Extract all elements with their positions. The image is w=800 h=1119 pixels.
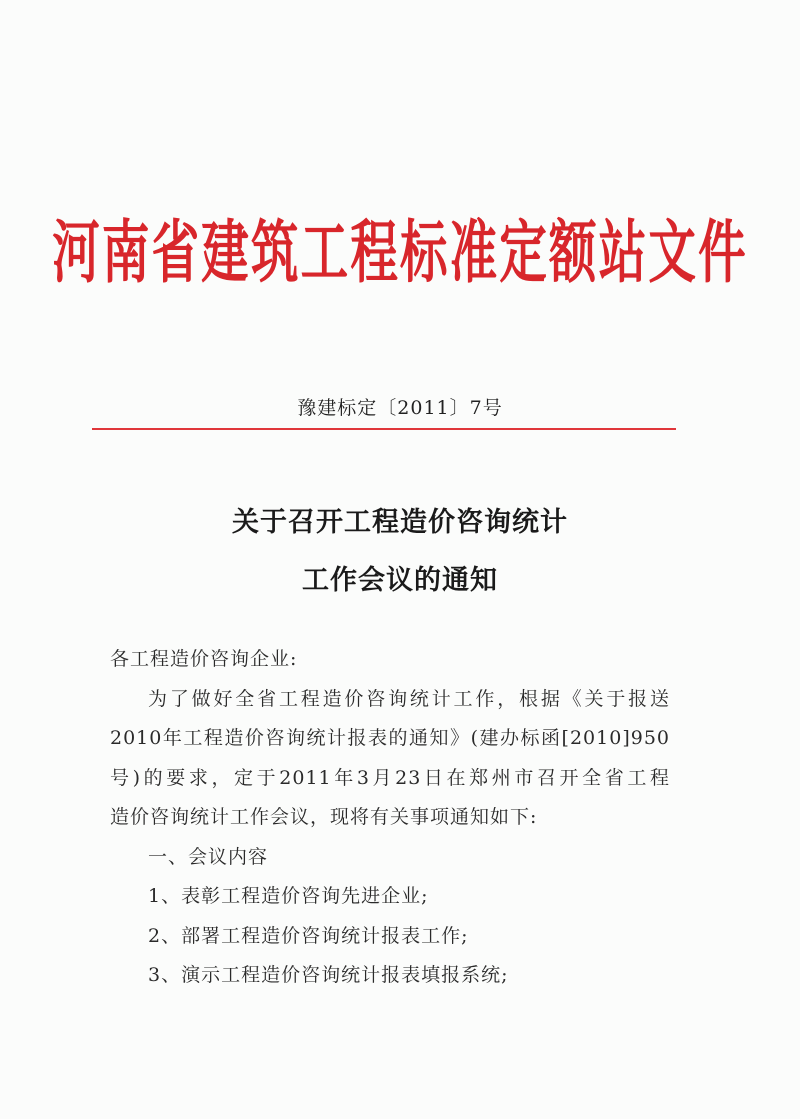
- notice-title-line-1: 关于召开工程造价咨询统计: [232, 507, 568, 538]
- notice-title-line-2: 工作会议的通知: [302, 565, 498, 596]
- salutation: 各工程造价咨询企业:: [110, 648, 298, 670]
- list-item: 2、部署工程造价咨询统计报表工作;: [148, 924, 469, 947]
- issuer-title: 河南省建筑工程标准定额站文件: [52, 214, 748, 294]
- paragraph-line: 号)的要求，定于2011年3月23日在郑州市召开全省工程: [110, 766, 670, 789]
- document-number: 豫建标定〔2011〕7号: [297, 397, 503, 419]
- paragraph-line: 2010年工程造价咨询统计报表的通知》(建办标函[2010]950: [110, 727, 670, 749]
- list-item: 1、表彰工程造价咨询先进企业;: [148, 885, 429, 907]
- red-divider-line: [92, 428, 676, 430]
- list-item: 3、演示工程造价咨询统计报表填报系统;: [148, 964, 509, 986]
- document-header: [0, 208, 800, 294]
- notice-body: [110, 640, 670, 996]
- paragraph-line: 为了做好全省工程造价咨询统计工作，根据《关于报送: [148, 687, 670, 710]
- paragraph-line: 造价咨询统计工作会议，现将有关事项通知如下:: [110, 806, 538, 828]
- section-heading: 一、会议内容: [148, 845, 269, 868]
